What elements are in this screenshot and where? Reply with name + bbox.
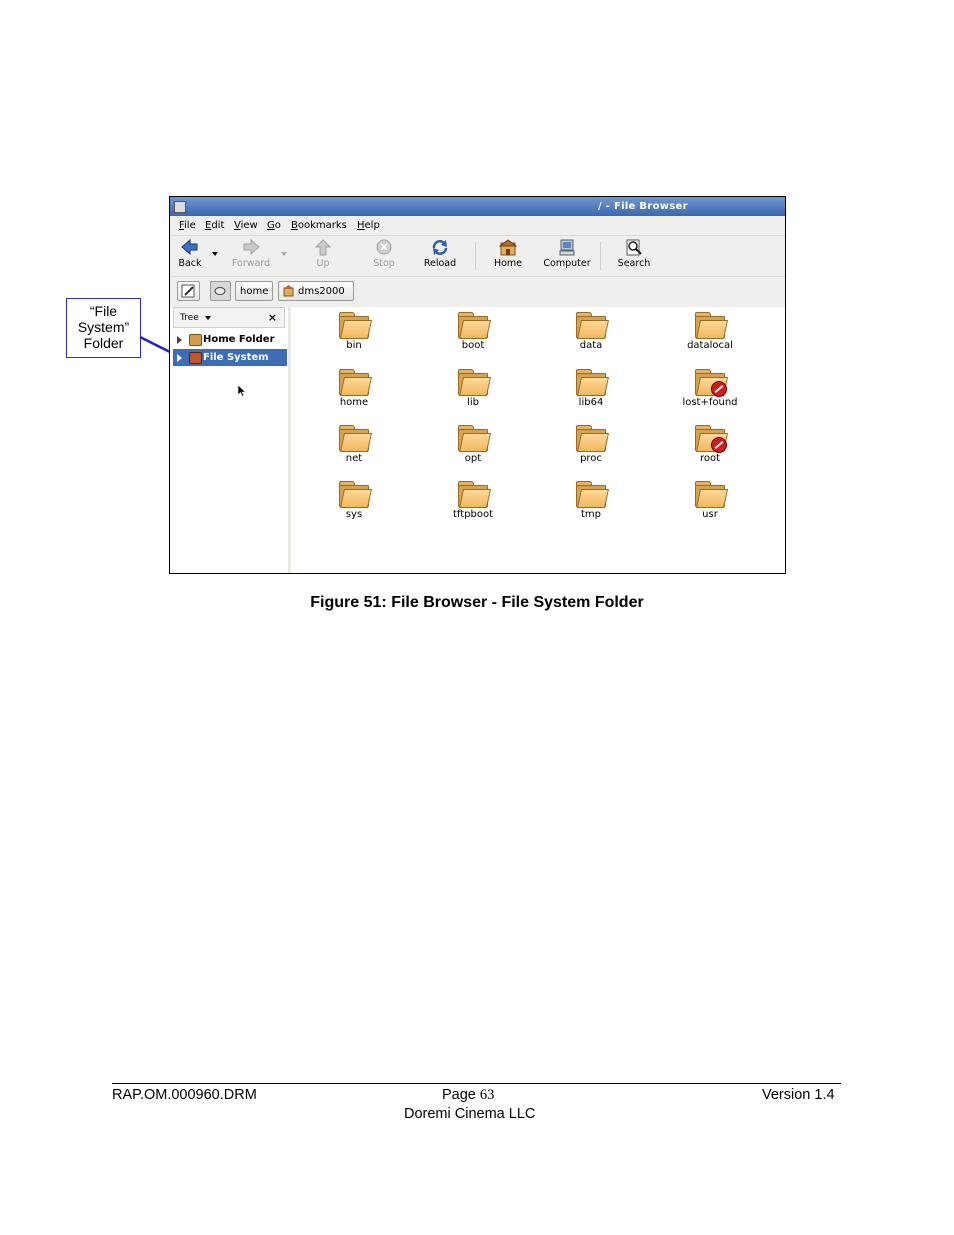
restricted-folder-icon bbox=[693, 424, 727, 452]
footer-version: Version 1.4 bbox=[762, 1087, 835, 1103]
folder-icon bbox=[693, 311, 727, 339]
up-button[interactable]: Up bbox=[313, 239, 333, 269]
folder-item[interactable] bbox=[546, 424, 636, 474]
forward-button[interactable]: Forward bbox=[230, 239, 272, 269]
hard-drive-icon bbox=[211, 282, 230, 300]
side-pane bbox=[170, 307, 289, 573]
chevron-down-icon[interactable] bbox=[205, 316, 211, 320]
folder-item[interactable] bbox=[665, 368, 755, 418]
folder-name: tmp bbox=[580, 509, 601, 520]
root-crumb-button[interactable] bbox=[210, 281, 231, 301]
folder-icon bbox=[693, 480, 727, 508]
no-entry-icon bbox=[711, 437, 727, 453]
folder-icon bbox=[574, 311, 608, 339]
no-entry-icon bbox=[711, 381, 727, 397]
menu-view[interactable]: View bbox=[234, 220, 258, 231]
footer-rule bbox=[112, 1083, 841, 1084]
folder-name: data bbox=[579, 340, 603, 351]
tree-item-home-folder[interactable]: Home Folder bbox=[173, 331, 287, 348]
callout-line: Folder bbox=[83, 335, 124, 351]
file-browser-window bbox=[169, 196, 786, 574]
back-button[interactable]: Back bbox=[176, 239, 204, 269]
folder-name: usr bbox=[702, 509, 718, 520]
location-bar bbox=[170, 276, 785, 307]
folder-icon bbox=[456, 368, 490, 396]
folder-item[interactable] bbox=[309, 424, 399, 474]
footer-page-label: Page bbox=[442, 1087, 476, 1103]
folder-item[interactable] bbox=[546, 311, 636, 361]
folder-item[interactable] bbox=[309, 368, 399, 418]
search-icon bbox=[625, 239, 643, 256]
folder-item[interactable] bbox=[665, 311, 755, 361]
path-crumb[interactable] bbox=[235, 281, 273, 301]
close-icon[interactable]: × bbox=[267, 311, 277, 324]
up-arrow-icon bbox=[314, 239, 332, 256]
reload-button[interactable]: Reload bbox=[422, 239, 458, 269]
folder-icon bbox=[337, 311, 371, 339]
path-crumb-label: dms2000 bbox=[298, 286, 345, 297]
folder-icon bbox=[574, 480, 608, 508]
footer-page-number: 63 bbox=[479, 1087, 495, 1103]
path-crumb-label: home bbox=[240, 286, 269, 297]
folder-name: datalocal bbox=[687, 340, 733, 351]
folder-item[interactable] bbox=[309, 311, 399, 361]
side-pane-mode-selector[interactable]: Tree bbox=[180, 313, 199, 323]
computer-icon bbox=[558, 239, 576, 256]
folder-name: net bbox=[345, 453, 363, 464]
title-bar[interactable] bbox=[170, 197, 785, 216]
folder-icon bbox=[456, 311, 490, 339]
folder-icon bbox=[456, 424, 490, 452]
folder-icon bbox=[574, 424, 608, 452]
folder-item[interactable] bbox=[665, 480, 755, 530]
folder-name: lib bbox=[467, 397, 479, 408]
menu-help[interactable]: Help bbox=[357, 220, 380, 231]
home-button[interactable]: Home bbox=[492, 239, 524, 269]
folder-name: bin bbox=[346, 340, 362, 351]
folder-name: home bbox=[339, 397, 369, 408]
stop-button[interactable]: Stop bbox=[370, 239, 398, 269]
reload-icon bbox=[431, 239, 449, 256]
pencil-icon bbox=[178, 282, 199, 300]
forward-history-dropdown-icon[interactable] bbox=[281, 252, 287, 256]
folder-name: proc bbox=[580, 453, 602, 464]
home-folder-icon bbox=[499, 239, 517, 256]
callout-line: “File bbox=[89, 303, 118, 319]
folder-icon bbox=[574, 368, 608, 396]
folder-icon bbox=[337, 368, 371, 396]
menu-file[interactable]: File bbox=[179, 220, 196, 231]
stop-icon bbox=[375, 239, 393, 256]
window-title: / - File Browser bbox=[598, 201, 688, 212]
folder-name: root bbox=[699, 453, 721, 464]
menu-bookmarks[interactable]: Bookmarks bbox=[291, 220, 347, 231]
folder-name: tftpboot bbox=[452, 509, 494, 520]
folder-item[interactable] bbox=[428, 480, 518, 530]
folder-name: lost+found bbox=[682, 397, 738, 408]
icon-view bbox=[291, 307, 785, 573]
folder-item[interactable] bbox=[665, 424, 755, 474]
folder-name: opt bbox=[464, 453, 482, 464]
restricted-folder-icon bbox=[693, 368, 727, 396]
home-folder-icon bbox=[189, 334, 202, 346]
forward-arrow-icon bbox=[242, 239, 260, 256]
side-pane-header bbox=[173, 307, 285, 328]
folder-name: boot bbox=[461, 340, 485, 351]
folder-name: sys bbox=[345, 509, 363, 520]
menu-bar bbox=[170, 216, 785, 235]
toolbar-separator bbox=[600, 242, 601, 270]
folder-item[interactable] bbox=[428, 311, 518, 361]
tree-item-file-system[interactable]: File System bbox=[173, 349, 287, 366]
toolbar-separator bbox=[475, 242, 476, 270]
footer-doc-id: RAP.OM.000960.DRM bbox=[112, 1087, 257, 1103]
menu-go[interactable]: Go bbox=[267, 220, 281, 231]
computer-button[interactable]: Computer bbox=[542, 239, 592, 269]
file-system-icon bbox=[189, 352, 202, 364]
location-edit-toggle[interactable] bbox=[177, 281, 200, 301]
folder-item[interactable] bbox=[309, 480, 399, 530]
back-history-dropdown-icon[interactable] bbox=[212, 252, 218, 256]
footer-page bbox=[442, 1087, 494, 1104]
folder-icon bbox=[337, 480, 371, 508]
toolbar bbox=[170, 235, 785, 276]
folder-icon bbox=[337, 424, 371, 452]
path-crumb[interactable] bbox=[278, 281, 354, 301]
folder-icon bbox=[456, 480, 490, 508]
back-arrow-icon bbox=[181, 239, 199, 256]
menu-edit[interactable]: Edit bbox=[205, 220, 225, 231]
home-folder-icon bbox=[283, 285, 294, 297]
folder-item[interactable] bbox=[546, 480, 636, 530]
search-button[interactable]: Search bbox=[616, 239, 652, 269]
folder-item[interactable] bbox=[428, 368, 518, 418]
expand-triangle-icon[interactable] bbox=[177, 354, 182, 362]
folder-item[interactable] bbox=[546, 368, 636, 418]
footer-company: Doremi Cinema LLC bbox=[404, 1106, 536, 1122]
callout-line: System” bbox=[77, 319, 130, 335]
folder-name: lib64 bbox=[578, 397, 604, 408]
expand-triangle-icon[interactable] bbox=[177, 336, 182, 344]
figure-caption: Figure 51: File Browser - File System Folder bbox=[310, 594, 644, 611]
mouse-pointer-icon bbox=[237, 384, 247, 398]
folder-item[interactable] bbox=[428, 424, 518, 474]
window-menu-icon[interactable] bbox=[174, 201, 186, 213]
